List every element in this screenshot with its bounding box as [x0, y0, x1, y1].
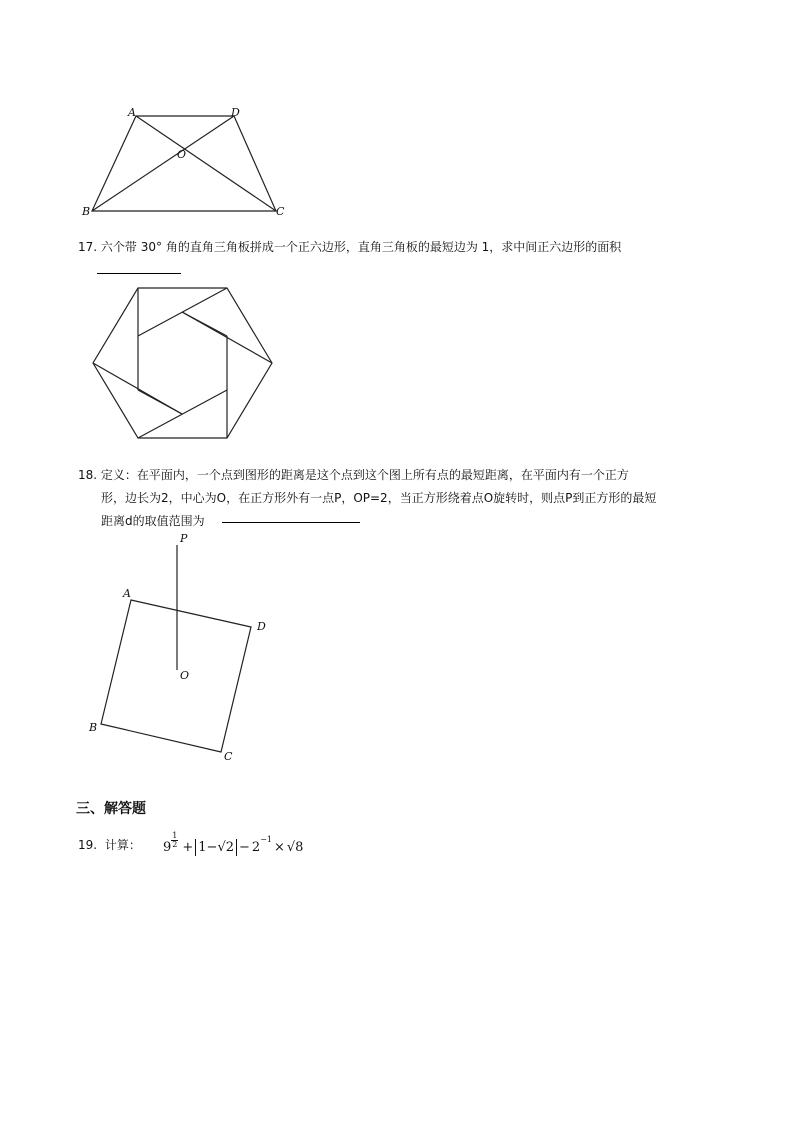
- question-number: 17.: [78, 240, 98, 254]
- question-number: 19.: [78, 838, 98, 852]
- hexagon-drawing: [90, 285, 275, 440]
- question-line-1: 定义：在平面内，一个点到图形的距离是这个点到这个图上所有点的最短距离，在平面内有一个正方: [100, 468, 629, 482]
- question-text: 六个带 30° 角的直角三角板拼成一个正六边形，直角三角板的最短边为 1，求中间正六边形的面积: [100, 240, 622, 254]
- question-number: 18.: [78, 468, 98, 482]
- question-label: 计算：: [104, 838, 141, 852]
- question-line-2: 形，边长为2，中心为O，在正方形外有一点P，OP=2，当正方形绕着点O旋转时，则点P到正方形的最短: [101, 491, 657, 505]
- label-C: C: [276, 205, 285, 218]
- expr-times: ×: [273, 840, 285, 856]
- exp-denominator: 2: [172, 840, 178, 849]
- figure-hexagon: [90, 285, 275, 440]
- square-drawing: [70, 530, 300, 770]
- expr-abs-value: [195, 839, 237, 856]
- label-B: B: [82, 205, 91, 218]
- label-P: P: [180, 532, 188, 545]
- label-O: O: [177, 148, 187, 161]
- label-B: B: [89, 721, 98, 734]
- label-D: D: [231, 106, 240, 119]
- label-A: A: [123, 587, 131, 600]
- math-expression: [163, 831, 304, 862]
- expr-sqrt-8: √8: [286, 840, 304, 856]
- figure-rotated-square: [70, 530, 300, 770]
- expr-base-2: 2: [251, 840, 261, 856]
- expr-fraction-exponent: [171, 832, 178, 849]
- expr-minus: −: [239, 840, 250, 856]
- question-17: [78, 234, 621, 260]
- figure-trapezoid: [80, 100, 300, 225]
- question-19: [78, 832, 141, 858]
- trapezoid-drawing: [80, 100, 300, 225]
- answer-blank-17: [97, 273, 181, 274]
- answer-blank-18: [222, 522, 360, 523]
- abs-inner: 1−√2: [198, 840, 234, 856]
- exp-numerator: 1: [172, 831, 178, 840]
- expr-plus: +: [182, 840, 194, 856]
- label-A: A: [128, 106, 136, 119]
- expr-base-9: 9: [163, 840, 172, 856]
- question-line-3: 距离d的取值范围为: [101, 514, 205, 528]
- label-C: C: [224, 750, 233, 763]
- label-O: O: [180, 669, 190, 682]
- label-D: D: [257, 620, 266, 633]
- expr-exponent-neg1: −1: [260, 835, 272, 844]
- section-heading: 三、解答题: [76, 801, 146, 817]
